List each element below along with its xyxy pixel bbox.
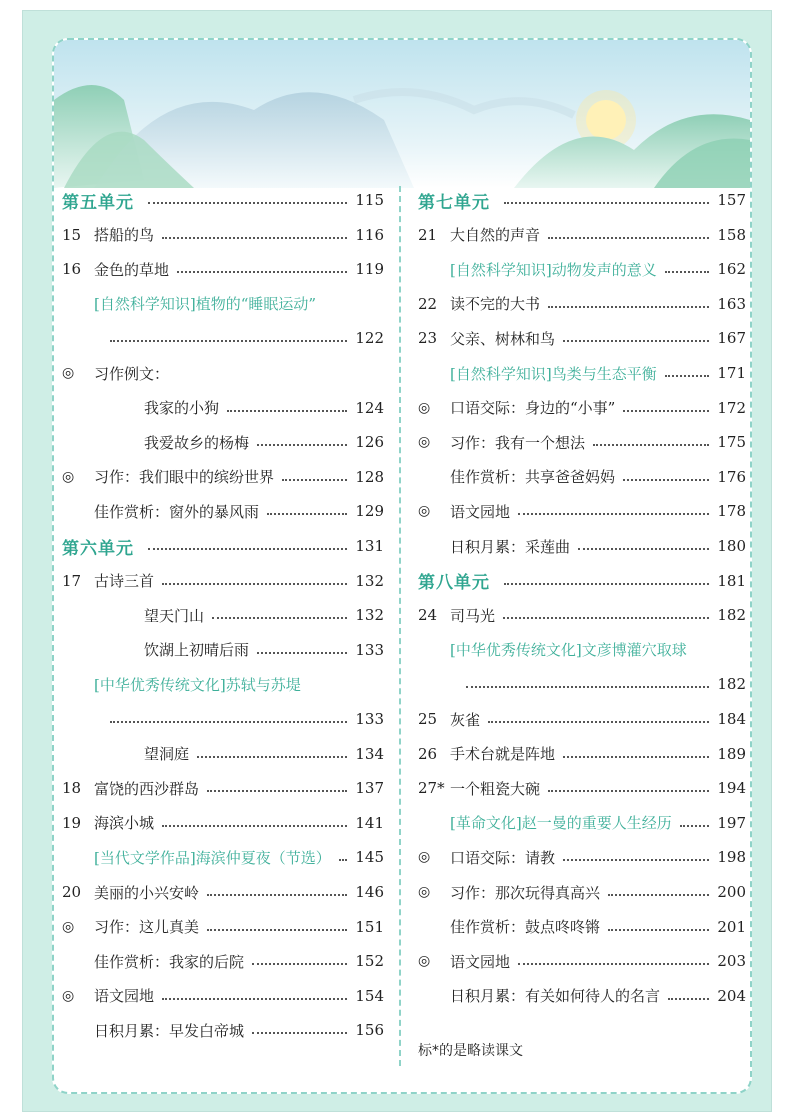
page-number: 194 xyxy=(717,779,746,798)
entry-title: 佳作赏析：窗外的暴风雨 xyxy=(94,502,260,521)
toc-entry xyxy=(418,290,746,318)
toc-entry xyxy=(418,774,746,802)
page-number: 180 xyxy=(717,537,746,555)
leader-dots xyxy=(252,957,347,965)
entry-title: 手术台就是阵地 xyxy=(450,745,556,764)
entry-title: 习作例文： xyxy=(94,364,170,383)
entry-title: 日积月累：采莲曲 xyxy=(450,537,571,556)
toc-entry xyxy=(62,186,384,214)
toc-entry xyxy=(62,1016,384,1044)
leader-dots xyxy=(110,334,347,342)
page-number: 137 xyxy=(355,779,384,798)
entry-title: [中华优秀传统文化]文彦博灌穴取球 xyxy=(450,641,687,660)
page-number: 189 xyxy=(717,744,746,763)
page-number: 146 xyxy=(355,883,384,901)
leader-dots xyxy=(504,196,709,204)
leader-dots xyxy=(162,819,347,827)
toc-entry xyxy=(418,221,746,249)
entry-number: ◎ xyxy=(418,503,431,520)
toc-entry xyxy=(418,947,746,975)
entry-title: 口语交际：身边的“小事” xyxy=(450,399,616,418)
entry-title: 大自然的声音 xyxy=(450,226,541,245)
entry-number: 25 xyxy=(418,710,438,728)
entry-title: 口语交际：请教 xyxy=(450,848,556,867)
page-number: 128 xyxy=(355,467,384,486)
leader-dots xyxy=(563,750,709,758)
toc-entry xyxy=(62,774,384,802)
entry-number: 19 xyxy=(62,813,82,832)
leader-dots xyxy=(162,577,347,585)
page-number: 203 xyxy=(717,952,746,971)
page-number: 126 xyxy=(355,433,384,452)
entry-number: ◎ xyxy=(418,849,431,866)
footnote: 标*的是略读课文 xyxy=(418,1043,523,1059)
entry-title: 望天门山 xyxy=(144,606,205,625)
leader-dots xyxy=(680,819,710,827)
toc-entry xyxy=(62,809,384,837)
toc-entry xyxy=(62,601,384,629)
unit-title: 第六单元 xyxy=(62,538,134,559)
toc-entry xyxy=(418,567,746,595)
toc-entry xyxy=(418,428,746,456)
leader-dots xyxy=(518,957,709,965)
leader-dots xyxy=(563,853,709,861)
leader-dots xyxy=(608,888,709,896)
page-number: 115 xyxy=(355,191,384,209)
page-number: 201 xyxy=(717,917,746,936)
toc-entry xyxy=(62,428,384,456)
toc-entry xyxy=(62,221,384,249)
toc-entry xyxy=(62,255,384,283)
entry-title: 金色的草地 xyxy=(94,260,170,279)
toc-entry xyxy=(62,290,384,318)
entry-title: 语文园地 xyxy=(450,502,511,521)
entry-number: 26 xyxy=(418,744,438,763)
page-number: 171 xyxy=(717,364,746,382)
page-number: 141 xyxy=(355,813,384,832)
toc-entry xyxy=(62,740,384,768)
entry-number: 15 xyxy=(62,225,82,244)
entry-number: ◎ xyxy=(418,953,431,970)
toc-entry xyxy=(418,463,746,491)
toc-entry xyxy=(62,636,384,664)
toc-entry xyxy=(418,982,746,1010)
entry-title: 父亲、树林和鸟 xyxy=(450,329,556,348)
leader-dots xyxy=(212,611,347,619)
entry-number: 18 xyxy=(62,779,82,798)
page-number: 122 xyxy=(355,329,384,348)
entry-title: [自然科学知识]鸟类与生态平衡 xyxy=(450,364,657,383)
entry-title: 搭船的鸟 xyxy=(94,226,155,245)
leader-dots xyxy=(282,473,347,481)
page-number: 178 xyxy=(717,502,746,521)
page-number: 154 xyxy=(355,986,384,1005)
leader-dots xyxy=(207,923,347,931)
leader-dots xyxy=(466,680,709,688)
page-number: 134 xyxy=(355,744,384,763)
entry-title: 一个粗瓷大碗 xyxy=(450,779,541,798)
page-number: 119 xyxy=(355,260,384,279)
leader-dots xyxy=(548,231,709,239)
leader-dots xyxy=(665,265,710,273)
entry-number: 24 xyxy=(418,606,438,625)
entry-title: 美丽的小兴安岭 xyxy=(94,883,200,902)
entry-number: 20 xyxy=(62,883,82,901)
page-number: 163 xyxy=(717,294,746,313)
toc-entry xyxy=(62,324,384,352)
leader-dots xyxy=(665,369,710,377)
leader-dots xyxy=(504,577,709,585)
leader-dots xyxy=(578,542,709,550)
page-number: 133 xyxy=(355,710,384,728)
entry-title: 我家的小狗 xyxy=(144,399,220,418)
leader-dots xyxy=(162,231,347,239)
toc-entry xyxy=(62,567,384,595)
toc-entry xyxy=(62,843,384,871)
toc-entry xyxy=(418,913,746,941)
entry-title: 海滨小城 xyxy=(94,814,155,833)
entry-number: ◎ xyxy=(62,987,75,1004)
entry-title: 日积月累：早发白帝城 xyxy=(94,1021,245,1040)
toc-entry xyxy=(62,947,384,975)
page-number: 156 xyxy=(355,1021,384,1040)
page-number: 133 xyxy=(355,640,384,659)
toc-entry xyxy=(418,186,746,214)
entry-number: ◎ xyxy=(62,918,75,935)
toc-entry xyxy=(418,843,746,871)
entry-title: 习作：那次玩得真高兴 xyxy=(450,883,601,902)
entry-title: 日积月累：有关如何待人的名言 xyxy=(450,987,661,1006)
toc-entry xyxy=(62,705,384,733)
landscape-banner xyxy=(54,40,750,188)
toc-entry xyxy=(62,497,384,525)
page-number: 176 xyxy=(717,467,746,486)
entry-title: [革命文化]赵一曼的重要人生经历 xyxy=(450,814,672,833)
leader-dots xyxy=(207,888,347,896)
entry-number: 21 xyxy=(418,225,438,244)
leader-dots xyxy=(548,784,709,792)
leader-dots xyxy=(148,196,347,204)
page-number: 129 xyxy=(355,502,384,521)
page-number: 151 xyxy=(355,917,384,936)
leader-dots xyxy=(197,750,347,758)
toc-entry xyxy=(62,359,384,387)
entry-number: 22 xyxy=(418,294,438,313)
page-number: 197 xyxy=(717,813,746,832)
toc-entry xyxy=(62,982,384,1010)
entry-title: 语文园地 xyxy=(94,987,155,1006)
leader-dots xyxy=(623,473,709,481)
entry-title: 古诗三首 xyxy=(94,572,155,591)
page-number: 172 xyxy=(717,398,746,417)
leader-dots xyxy=(207,784,347,792)
toc-entry xyxy=(418,255,746,283)
entry-title: 佳作赏析：我家的后院 xyxy=(94,952,245,971)
page-number: 182 xyxy=(717,606,746,625)
page-number: 131 xyxy=(355,537,384,555)
leader-dots xyxy=(267,507,347,515)
leader-dots xyxy=(518,507,709,515)
leader-dots xyxy=(668,992,709,1000)
mountain-illustration xyxy=(54,40,750,188)
entry-title: [自然科学知识]动物发声的意义 xyxy=(450,260,657,279)
page-number: 200 xyxy=(717,883,746,901)
leader-dots xyxy=(257,438,347,446)
leader-dots xyxy=(488,715,709,723)
entry-title: 灰雀 xyxy=(450,710,481,729)
page-number: 124 xyxy=(355,398,384,417)
leader-dots xyxy=(162,992,347,1000)
entry-title: 读不完的大书 xyxy=(450,295,541,314)
column-divider xyxy=(399,186,401,1066)
entry-title: 佳作赏析：鼓点咚咚锵 xyxy=(450,918,601,937)
entry-title: 我爱故乡的杨梅 xyxy=(144,433,250,452)
page-number: 116 xyxy=(355,225,384,244)
leader-dots xyxy=(593,438,709,446)
leader-dots xyxy=(563,334,709,342)
leader-dots xyxy=(252,1026,347,1034)
toc-entry xyxy=(418,394,746,422)
entry-title: 望洞庭 xyxy=(144,745,190,764)
entry-title: 饮湖上初晴后雨 xyxy=(144,641,250,660)
entry-title: [当代文学作品]海滨仲夏夜（节选） xyxy=(94,848,331,867)
leader-dots xyxy=(548,300,709,308)
page-number: 198 xyxy=(717,848,746,867)
entry-title: 佳作赏析：共享爸爸妈妈 xyxy=(450,468,616,487)
page-number: 145 xyxy=(355,848,384,867)
entry-number: ◎ xyxy=(418,399,431,416)
toc-entry xyxy=(418,532,746,560)
page-number: 181 xyxy=(717,571,746,590)
entry-number: ◎ xyxy=(62,468,75,485)
page-number: 157 xyxy=(717,191,746,209)
toc-entry xyxy=(418,636,746,664)
page-number: 175 xyxy=(717,433,746,452)
toc-entry xyxy=(62,670,384,698)
toc-entry xyxy=(418,359,746,387)
entry-title: [自然科学知识]植物的“睡眠运动” xyxy=(94,295,317,314)
entry-title: 习作：我有一个想法 xyxy=(450,433,586,452)
leader-dots xyxy=(177,265,347,273)
entry-number: ◎ xyxy=(418,884,431,900)
page-number: 162 xyxy=(717,260,746,279)
entry-number: ◎ xyxy=(62,365,75,381)
entry-title: 司马光 xyxy=(450,606,496,625)
page-number: 182 xyxy=(717,675,746,694)
toc-entry xyxy=(418,809,746,837)
toc-entry xyxy=(418,324,746,352)
leader-dots xyxy=(608,923,709,931)
page-number: 204 xyxy=(717,986,746,1005)
leader-dots xyxy=(257,646,347,654)
toc-entry xyxy=(62,394,384,422)
unit-title: 第五单元 xyxy=(62,192,134,213)
page-number: 158 xyxy=(717,225,746,244)
unit-title: 第七单元 xyxy=(418,192,490,213)
page-number: 132 xyxy=(355,571,384,590)
toc-entry xyxy=(418,878,746,906)
entry-title: 习作：我们眼中的缤纷世界 xyxy=(94,468,275,487)
leader-dots xyxy=(339,853,348,861)
entry-title: 语文园地 xyxy=(450,952,511,971)
entry-number: ◎ xyxy=(418,434,431,451)
leader-dots xyxy=(110,715,347,723)
toc-entry xyxy=(418,497,746,525)
entry-number: 16 xyxy=(62,260,82,279)
page-number: 132 xyxy=(355,606,384,625)
page-number: 184 xyxy=(717,710,746,728)
toc-entry xyxy=(418,740,746,768)
toc-entry xyxy=(62,878,384,906)
leader-dots xyxy=(227,404,347,412)
toc-entry xyxy=(418,705,746,733)
toc-entry xyxy=(62,532,384,560)
unit-title: 第八单元 xyxy=(418,573,490,594)
leader-dots xyxy=(148,542,347,550)
entry-title: 富饶的西沙群岛 xyxy=(94,779,200,798)
entry-number: 17 xyxy=(62,571,82,590)
page-number: 167 xyxy=(717,329,746,348)
toc-entry xyxy=(418,601,746,629)
leader-dots xyxy=(503,611,709,619)
toc-entry xyxy=(418,670,746,698)
entry-title: [中华优秀传统文化]苏轼与苏堤 xyxy=(94,675,301,694)
page-number: 152 xyxy=(355,952,384,971)
toc-entry xyxy=(62,463,384,491)
entry-number: 27* xyxy=(418,779,445,798)
entry-title: 习作：这儿真美 xyxy=(94,918,200,937)
entry-number: 23 xyxy=(418,329,438,348)
toc-entry xyxy=(62,913,384,941)
leader-dots xyxy=(623,404,709,412)
